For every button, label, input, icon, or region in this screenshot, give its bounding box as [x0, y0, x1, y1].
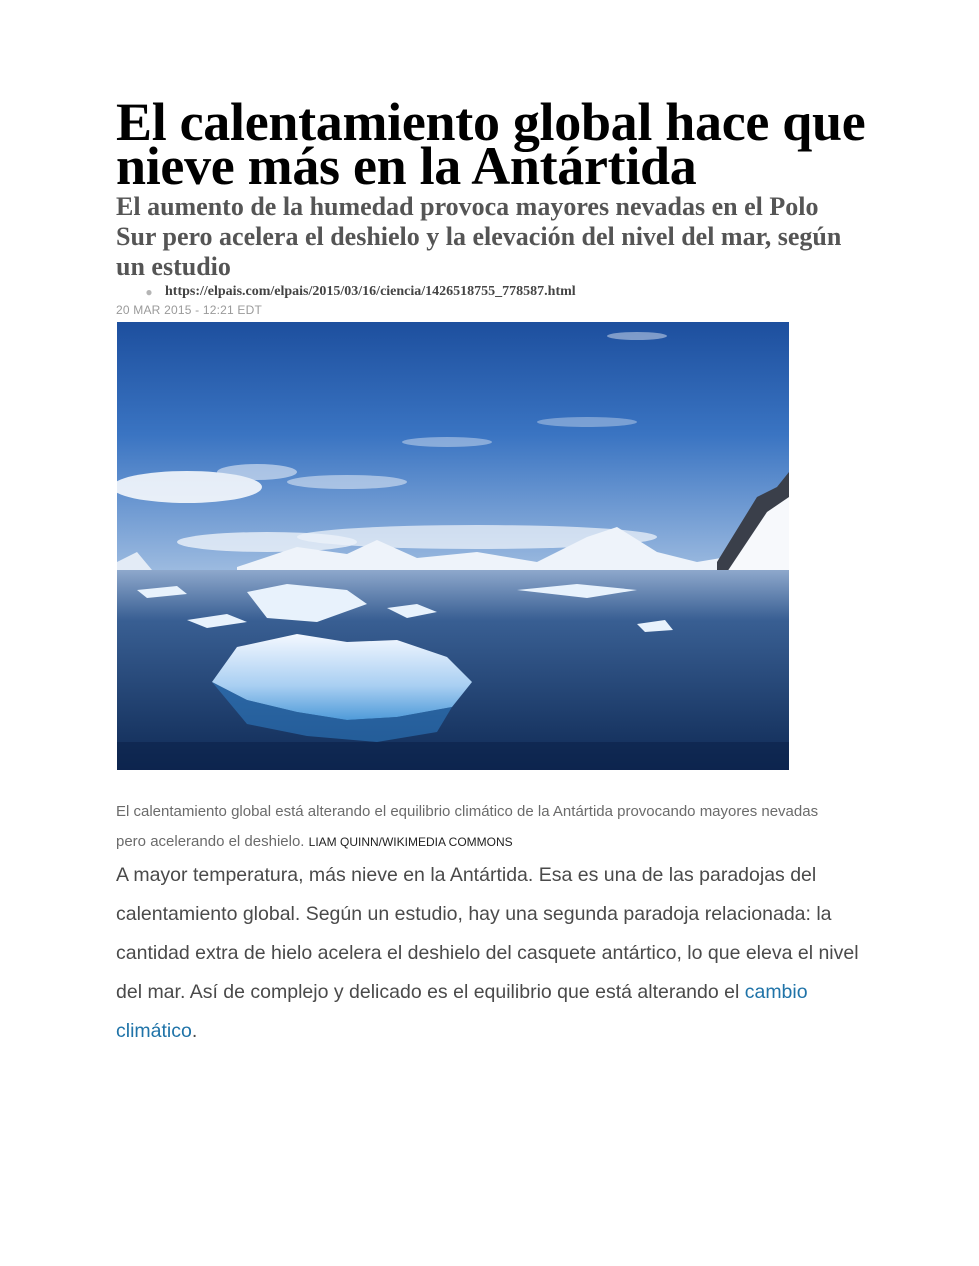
body-end: . — [191, 1020, 198, 1042]
source-link-row — [116, 283, 576, 301]
bullet-icon: ● — [145, 285, 153, 299]
antarctic-landscape-photo — [117, 322, 789, 770]
article-body — [116, 856, 866, 1051]
body-paragraph: A mayor temperatura, más nieve en la Antártida. Esa es una de las paradojas del calentamiento global. Según un estudio, hay una segunda paradoja relacionada: la cantidad extra de hielo acelera el deshielo del casquete antártico, lo que eleva el nivel del mar. Así de complejo y delicado es el equilibrio que está alterando el — [116, 864, 859, 1003]
dateline: 20 MAR 2015 - 12:21 EDT — [116, 303, 263, 317]
climate-change-link[interactable]: cambio climático — [116, 981, 808, 1042]
photo-caption — [116, 797, 836, 857]
article-title: El calentamiento global hace que nieve más en la Antártida — [116, 92, 866, 196]
photo-credit: LIAM QUINN/WIKIMEDIA COMMONS — [308, 835, 513, 849]
caption-text: El calentamiento global está alterando el equilibrio climático de la Antártida provocando mayores nevadas pero acelerando el deshielo. — [116, 803, 819, 850]
article-subtitle: El aumento de la humedad provoca mayores nevadas en el Polo Sur pero acelera el deshielo y la elevación del nivel del mar, según un estudio — [116, 192, 842, 281]
source-url[interactable]: https://elpais.com/elpais/2015/03/16/ciencia/1426518755_778587.html — [165, 284, 576, 299]
